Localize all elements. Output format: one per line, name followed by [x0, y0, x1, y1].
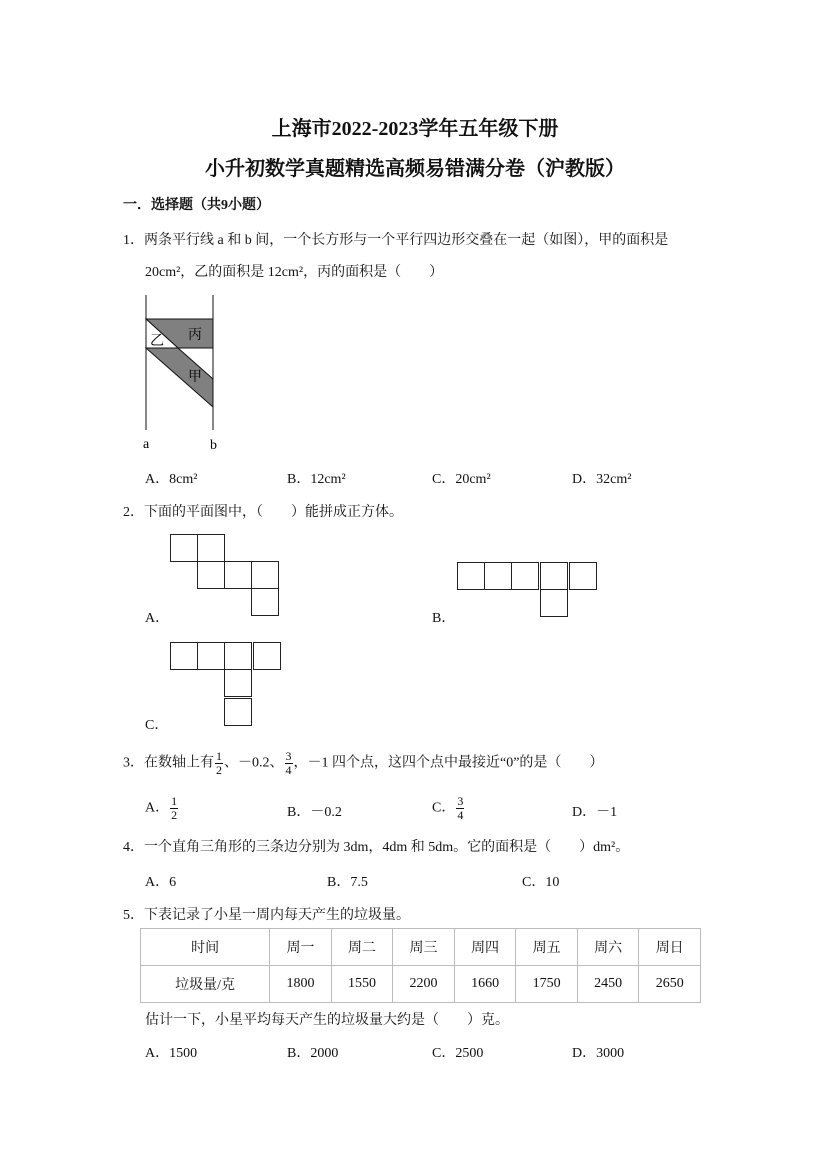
table-cell: 时间 — [141, 929, 270, 966]
q1-option-b[interactable]: B．12cm² — [287, 472, 346, 487]
table-cell: 周日 — [639, 929, 701, 966]
q3-suffix: ，－1 四个点，这四个点中最接近“0”的是（ ） — [293, 755, 604, 771]
label-yi: 乙 — [150, 334, 164, 349]
q5-option-c[interactable]: C．2500 — [432, 1046, 484, 1061]
table-cell: 周三 — [393, 929, 455, 966]
table-row — [141, 966, 701, 1003]
q3-option-b[interactable]: B．－0.2 — [287, 805, 342, 820]
section-heading: 一．选择题（共9小题） — [123, 198, 270, 213]
q3-prefix: 在数轴上有 — [144, 755, 214, 771]
q3-text — [123, 750, 603, 777]
q5-option-b[interactable]: B．2000 — [287, 1046, 339, 1061]
q1-option-d[interactable]: D．32cm² — [572, 472, 632, 487]
garbage-table — [140, 928, 701, 1003]
table-cell: 周五 — [516, 929, 578, 966]
q1-option-c[interactable]: C．20cm² — [432, 472, 491, 487]
table-cell: 周一 — [270, 929, 332, 966]
table-cell: 1800 — [270, 966, 332, 1003]
table-cell: 1750 — [516, 966, 578, 1003]
q4-option-c[interactable]: C．10 — [522, 875, 560, 890]
q4-text — [123, 836, 629, 856]
q2-text — [123, 501, 403, 521]
q4-option-a[interactable]: A．6 — [145, 875, 177, 890]
q4-option-b[interactable]: B．7.5 — [327, 875, 368, 890]
fraction-half: $\frac{1}{2}$ — [216, 749, 222, 777]
q1-number: 1． — [123, 233, 144, 248]
q5-number: 5． — [123, 908, 144, 923]
q3-option-c[interactable]: C． $\frac{3}{4}$ — [432, 794, 464, 822]
table-cell: 垃圾量/克 — [141, 966, 270, 1003]
table-cell: 2200 — [393, 966, 455, 1003]
q5-question: 下表记录了小星一周内每天产生的垃圾量。 — [144, 908, 410, 923]
label-a: a — [143, 437, 150, 452]
q2-option-c[interactable]: C． — [145, 718, 169, 733]
q1-option-a[interactable]: A．8cm² — [145, 472, 198, 487]
q2-question: 下面的平面图中，（ ）能拼成正方体。 — [144, 505, 403, 520]
q3-option-d[interactable]: D．－1 — [572, 805, 618, 820]
q1-figure — [0, 0, 830, 460]
q5-follow-up: 估计一下，小星平均每天产生的垃圾量大约是（ ）克。 — [145, 1013, 509, 1028]
table-cell: 周六 — [577, 929, 639, 966]
table-cell: 1660 — [454, 966, 516, 1003]
q5-option-d[interactable]: D．3000 — [572, 1046, 625, 1061]
q2-number: 2． — [123, 505, 144, 520]
table-cell: 2450 — [577, 966, 639, 1003]
q5-text — [123, 904, 410, 924]
q4-question: 一个直角三角形的三条边分别为 3dm，4dm 和 5dm。它的面积是（ ）dm²。 — [144, 840, 630, 855]
title-line-2: 小升初数学真题精选高频易错满分卷（沪教版） — [205, 158, 625, 180]
table-header-row — [141, 929, 701, 966]
title-line-1: 上海市2022-2023学年五年级下册 — [271, 118, 559, 140]
table-cell: 周四 — [454, 929, 516, 966]
label-jia: 甲 — [188, 370, 202, 385]
q3-mid: 、－0.2、 — [224, 755, 284, 771]
label-bing: 丙 — [188, 328, 202, 343]
q4-number: 4． — [123, 840, 144, 855]
table-cell: 1550 — [331, 966, 393, 1003]
q3-number: 3． — [123, 755, 144, 771]
fraction-three-quarters: $\frac{3}{4}$ — [285, 749, 292, 777]
q2-option-b[interactable]: B． — [432, 611, 456, 626]
label-b: b — [210, 438, 217, 453]
table-cell: 2650 — [639, 966, 701, 1003]
q3-option-a[interactable]: A． $\frac{1}{2}$ — [145, 794, 178, 822]
q5-option-a[interactable]: A．1500 — [145, 1046, 198, 1061]
q1-line2: 20cm²，乙的面积是 12cm²，丙的面积是（ ） — [145, 265, 444, 280]
q2-option-a[interactable]: A． — [145, 611, 170, 626]
table-cell: 周二 — [331, 929, 393, 966]
region-jia — [146, 348, 213, 407]
q1-text: 两条平行线 a 和 b 间，一个长方形与一个平行四边形交叠在一起（如图），甲的面积是 — [144, 233, 669, 248]
